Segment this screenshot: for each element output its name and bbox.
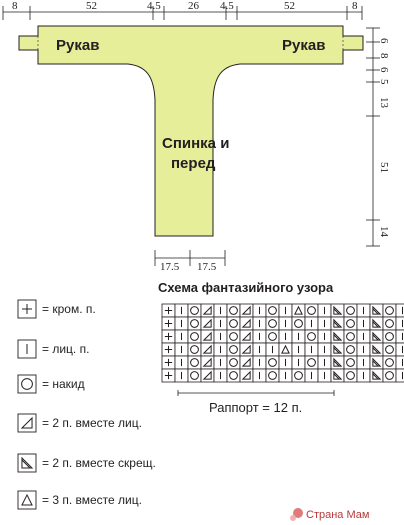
knit-icon	[253, 343, 266, 356]
knit-icon	[305, 317, 318, 330]
right-dim-label: 6	[378, 38, 390, 44]
top-dim-label: 4.5	[220, 0, 234, 12]
top-dim-label: 26	[188, 0, 199, 12]
legend-item	[18, 375, 85, 393]
knit-icon	[318, 369, 331, 382]
knit-icon	[214, 343, 227, 356]
knit-icon	[175, 343, 188, 356]
sleeve-left-label: Рукав	[56, 37, 100, 54]
k2tog-icon	[201, 369, 214, 382]
yarn-over-icon	[292, 369, 305, 382]
right-dimension-labels	[378, 38, 390, 238]
knit-icon	[214, 330, 227, 343]
pattern-title: Схема фантазийного узора	[158, 280, 334, 295]
yarn-over-icon	[266, 369, 279, 382]
knit-icon	[214, 369, 227, 382]
top-dim-label: 52	[86, 0, 97, 12]
yarn-over-icon	[266, 330, 279, 343]
garment-pattern	[19, 26, 363, 236]
knit-icon	[214, 317, 227, 330]
knit-icon	[279, 317, 292, 330]
k2tog-crossed-icon	[370, 343, 383, 356]
yarn-over-icon	[266, 317, 279, 330]
k2tog-icon	[201, 317, 214, 330]
k2tog-icon	[240, 369, 253, 382]
knit-icon	[175, 317, 188, 330]
yarn-over-icon	[266, 356, 279, 369]
bottom-dimension-labels	[160, 261, 217, 273]
k2tog-crossed-icon	[331, 317, 344, 330]
yarn-over-icon	[227, 369, 240, 382]
legend-item	[18, 491, 142, 509]
knit-icon	[253, 330, 266, 343]
rapport-label: Раппорт = 12 п.	[209, 400, 303, 415]
knit-icon	[318, 304, 331, 317]
k2tog-icon	[201, 304, 214, 317]
knit-icon	[305, 369, 318, 382]
knit-icon	[175, 369, 188, 382]
knit-icon	[318, 330, 331, 343]
k2tog-crossed-icon	[331, 356, 344, 369]
k2tog-crossed-icon	[370, 330, 383, 343]
knit-icon	[357, 356, 370, 369]
legend-item	[18, 340, 89, 358]
yarn-over-icon	[383, 304, 396, 317]
bottom-dim-label: 17.5	[197, 261, 217, 273]
yarn-over-icon	[383, 317, 396, 330]
yarn-over-icon	[305, 356, 318, 369]
knit-icon	[396, 369, 404, 382]
yarn-over-icon	[383, 356, 396, 369]
knit-icon	[214, 356, 227, 369]
yarn-over-icon	[344, 343, 357, 356]
k2tog-crossed-icon	[18, 454, 36, 472]
watermark-logo-icon	[290, 508, 303, 521]
knit-icon	[175, 304, 188, 317]
k2tog-icon	[201, 343, 214, 356]
yarn-over-icon	[383, 330, 396, 343]
rapport-marker	[178, 390, 334, 396]
k2tog-icon	[240, 356, 253, 369]
yarn-over-icon	[344, 304, 357, 317]
legend-label: = лиц. п.	[42, 342, 90, 356]
top-dim-label: 8	[12, 0, 18, 12]
k2tog-crossed-icon	[370, 317, 383, 330]
plus-icon	[162, 369, 175, 382]
knit-icon	[305, 343, 318, 356]
knit-icon	[396, 317, 404, 330]
k2tog-crossed-icon	[331, 343, 344, 356]
yarn-over-icon	[188, 330, 201, 343]
top-dim-label: 8	[352, 0, 358, 12]
knit-icon	[357, 369, 370, 382]
k2tog-icon	[240, 330, 253, 343]
knit-icon	[292, 343, 305, 356]
knit-icon	[279, 304, 292, 317]
legend-label: = 3 п. вместе лиц.	[42, 493, 142, 507]
yarn-over-icon	[344, 369, 357, 382]
yarn-over-icon	[188, 369, 201, 382]
knit-icon	[266, 343, 279, 356]
pattern-grid	[162, 304, 404, 382]
knit-icon	[175, 330, 188, 343]
knit-icon	[396, 330, 404, 343]
knit-icon	[279, 356, 292, 369]
yarn-over-icon	[18, 375, 36, 393]
k2tog-icon	[201, 356, 214, 369]
knit-icon	[292, 356, 305, 369]
k2tog-crossed-icon	[331, 304, 344, 317]
plus-icon	[162, 330, 175, 343]
yarn-over-icon	[383, 343, 396, 356]
yarn-over-icon	[305, 304, 318, 317]
knit-icon	[279, 369, 292, 382]
knit-icon	[396, 304, 404, 317]
yarn-over-icon	[227, 304, 240, 317]
legend-label: = 2 п. вместе лиц.	[42, 416, 142, 430]
plus-icon	[162, 356, 175, 369]
right-dim-label: 51	[378, 162, 390, 173]
legend-item	[18, 414, 142, 432]
k3tog-icon	[279, 343, 292, 356]
k2tog-crossed-icon	[370, 356, 383, 369]
legend-item	[18, 300, 96, 318]
garment-shape	[19, 26, 363, 236]
watermark-text: Страна Мам	[306, 509, 370, 521]
plus-icon	[162, 304, 175, 317]
right-dim-label: 14	[378, 226, 390, 237]
yarn-over-icon	[292, 317, 305, 330]
knit-icon	[318, 317, 331, 330]
knit-icon	[18, 340, 36, 358]
k3tog-icon	[292, 304, 305, 317]
bottom-dim-label: 17.5	[160, 261, 180, 273]
legend-label: = накид	[42, 377, 85, 391]
yarn-over-icon	[227, 343, 240, 356]
yarn-over-icon	[266, 304, 279, 317]
yarn-over-icon	[188, 356, 201, 369]
watermark	[290, 508, 369, 521]
sleeve-right-label: Рукав	[282, 37, 326, 54]
knit-icon	[396, 356, 404, 369]
yarn-over-icon	[344, 330, 357, 343]
top-dim-label: 4.5	[147, 0, 161, 12]
knit-icon	[214, 304, 227, 317]
knit-icon	[318, 356, 331, 369]
right-dim-label: 6	[378, 67, 390, 73]
knit-icon	[357, 317, 370, 330]
knit-icon	[357, 330, 370, 343]
right-dim-label: 8	[378, 53, 390, 59]
k2tog-icon	[240, 317, 253, 330]
k2tog-icon	[18, 414, 36, 432]
yarn-over-icon	[344, 356, 357, 369]
knit-icon	[175, 356, 188, 369]
yarn-over-icon	[227, 330, 240, 343]
knit-icon	[357, 304, 370, 317]
plus-icon	[162, 317, 175, 330]
knit-icon	[318, 343, 331, 356]
yarn-over-icon	[344, 317, 357, 330]
right-dim-label: 13	[378, 97, 390, 108]
knit-icon	[292, 330, 305, 343]
body-label-line1: Спинка и	[162, 135, 230, 152]
yarn-over-icon	[305, 330, 318, 343]
k2tog-icon	[201, 330, 214, 343]
knit-icon	[396, 343, 404, 356]
knit-icon	[253, 317, 266, 330]
body-label-line2: перед	[171, 155, 216, 172]
k2tog-icon	[240, 304, 253, 317]
legend-label: = кром. п.	[42, 302, 96, 316]
yarn-over-icon	[227, 356, 240, 369]
knit-icon	[357, 343, 370, 356]
k2tog-crossed-icon	[370, 369, 383, 382]
k3tog-icon	[18, 491, 36, 509]
yarn-over-icon	[383, 369, 396, 382]
knit-icon	[253, 304, 266, 317]
plus-icon	[162, 343, 175, 356]
knit-icon	[253, 369, 266, 382]
k2tog-crossed-icon	[331, 369, 344, 382]
legend-label: = 2 п. вместе скрещ.	[42, 456, 156, 470]
k2tog-icon	[240, 343, 253, 356]
k2tog-crossed-icon	[331, 330, 344, 343]
right-dim-label: 5	[378, 79, 390, 85]
legend	[18, 300, 156, 509]
yarn-over-icon	[188, 343, 201, 356]
yarn-over-icon	[188, 317, 201, 330]
yarn-over-icon	[188, 304, 201, 317]
top-dimension-labels	[12, 0, 358, 12]
knit-icon	[253, 356, 266, 369]
top-dim-label: 52	[284, 0, 295, 12]
yarn-over-icon	[227, 317, 240, 330]
knit-icon	[279, 330, 292, 343]
plus-icon	[18, 300, 36, 318]
k2tog-crossed-icon	[370, 304, 383, 317]
legend-item	[18, 454, 156, 472]
